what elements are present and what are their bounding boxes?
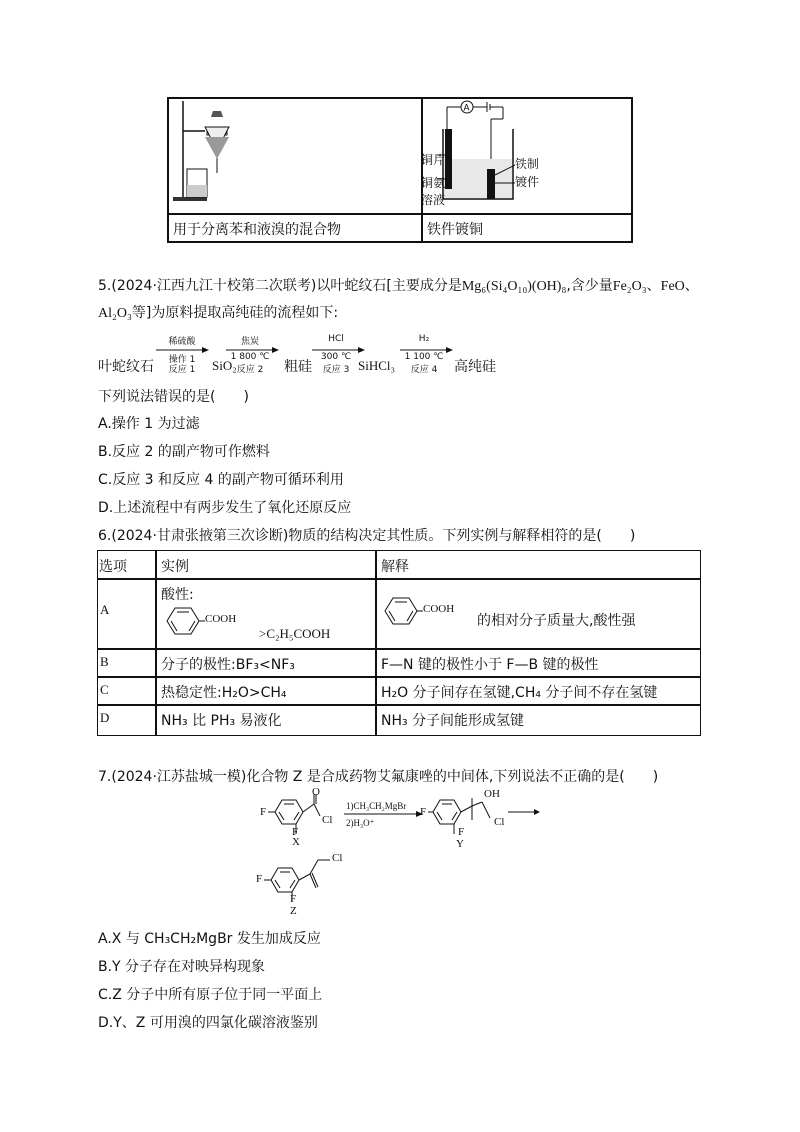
x-oxygen: O: [312, 786, 320, 798]
row-a-option: A: [100, 602, 110, 617]
arrow3-bot2: 反应 3: [322, 365, 350, 375]
row-a-tail: >C₂H₅COOH: [259, 626, 331, 641]
q5-question: 下列说法错误的是( ): [98, 389, 249, 405]
arrow3-top: HCl: [328, 334, 344, 344]
arrow3-bot1: 300 ℃: [320, 352, 352, 362]
q6-table: [97, 550, 701, 736]
molecule-z-diagram: [258, 854, 358, 914]
header-example: 实例: [161, 559, 189, 575]
z-chlorine: Cl: [332, 852, 343, 864]
row-a-explanation: 的相对分子质量大,酸性强: [477, 613, 636, 629]
reagent-2: 2)H₃O⁺: [346, 818, 375, 828]
row-c-explanation: H₂O 分子间存在氢键,CH₄ 分子间不存在氢键: [381, 685, 658, 701]
q5-option-c: C.反应 3 和反应 4 的副产物可循环利用: [98, 472, 344, 488]
x-chlorine: Cl: [322, 814, 333, 826]
header-explanation: 解释: [381, 559, 409, 575]
flow-end: 高纯硅: [454, 359, 496, 375]
row-d-example: NH₃ 比 PH₃ 易液化: [161, 713, 282, 729]
arrow2-bot2: 反应 2: [236, 365, 264, 375]
solution-label-1: 铜氨: [421, 176, 446, 190]
row-d-explanation: NH₃ 分子间能形成氢键: [381, 713, 525, 729]
row-b-example: 分子的极性:BF₃<NF₃: [161, 657, 295, 673]
solution-label-2: 溶液: [421, 193, 446, 207]
label-z: Z: [290, 905, 297, 917]
row-b-explanation: F—N 键的极性小于 F—B 键的极性: [381, 657, 599, 673]
flow-sio2: SiO₂: [212, 358, 237, 373]
iron-label-1: 铁制: [515, 157, 540, 171]
y-chlorine: Cl: [494, 816, 505, 828]
arrow2-bot1: 1 800 ℃: [230, 352, 270, 362]
row-a-exp-cooh: COOH: [423, 603, 455, 615]
flow-chart: [98, 328, 518, 376]
y-fluorine-2: F: [458, 826, 465, 838]
flow-crude-si: 粗硅: [284, 359, 312, 375]
arrow1-top: 稀硫酸: [168, 337, 196, 347]
arrow4-top: H₂: [418, 334, 430, 344]
row-a-label: 酸性:: [161, 587, 194, 603]
z-fluorine: F: [256, 873, 263, 885]
row-d-option: D: [100, 710, 110, 725]
reagent-1: 1)CH₃CH₂MgBr: [346, 801, 407, 811]
q7-option-c: C.Z 分子中所有原子位于同一平面上: [98, 987, 323, 1003]
q5-option-d: D.上述流程中有两步发生了氧化还原反应: [98, 500, 352, 516]
label-y: Y: [456, 838, 464, 850]
apparatus-table: [167, 97, 633, 243]
benzene-ring-icon: [165, 604, 205, 638]
molecule-x-diagram: [258, 792, 358, 848]
copper-label: 铜片: [421, 153, 446, 167]
row-a-cooh: COOH: [205, 613, 237, 625]
z-fluorine-2: F: [290, 893, 297, 905]
ammeter-label: A: [463, 102, 470, 113]
arrow4-bot2: 反应 4: [410, 365, 438, 375]
arrow1-bot1: 操作 1: [168, 355, 196, 365]
q5-stem-line2: Al₂O₃等]为原料提取高纯硅的流程如下:: [98, 305, 339, 321]
separatory-funnel-diagram: [169, 99, 419, 211]
arrow1-bot2: 反应 1: [168, 365, 196, 375]
y-fluorine: F: [420, 806, 427, 818]
x-fluorine-2: F: [292, 826, 299, 838]
arrow4-bot1: 1 100 ℃: [404, 352, 444, 362]
right-caption: 铁件镀铜: [427, 222, 483, 238]
header-option: 选项: [99, 559, 127, 575]
q5-option-a: A.操作 1 为过滤: [98, 416, 200, 432]
q5-stem-line1: 5.(2024·江西九江十校第二次联考)以叶蛇纹石[主要成分是Mg₆(Si₄O₁₀)(OH)₈,含少量Fe₂O₃、FeO、: [98, 278, 699, 294]
q7-option-a: A.X 与 CH₃CH₂MgBr 发生加成反应: [98, 931, 321, 947]
q7-option-d: D.Y、Z 可用溴的四氯化碳溶液鉴别: [98, 1015, 318, 1031]
row-b-option: B: [100, 654, 109, 669]
arrow2-top: 焦炭: [240, 337, 259, 347]
row-c-option: C: [100, 682, 109, 697]
reaction-arrow: [344, 810, 424, 818]
q6-stem: 6.(2024·甘肃张掖第三次诊断)物质的结构决定其性质。下列实例与解释相符的是( ): [98, 528, 636, 544]
benzene-ring-icon: [383, 594, 423, 628]
q5-option-b: B.反应 2 的副产物可作燃料: [98, 444, 270, 460]
label-x: X: [292, 836, 300, 848]
table-divider-horizontal: [169, 213, 633, 215]
y-hydroxyl: OH: [484, 788, 500, 800]
flow-sihcl3: SiHCl₃: [358, 358, 396, 373]
iron-label-2: 镀件: [515, 175, 540, 189]
x-fluorine: F: [260, 806, 267, 818]
q7-option-b: B.Y 分子存在对映异构现象: [98, 959, 266, 975]
q7-stem: 7.(2024·江苏盐城一模)化合物 Z 是合成药物艾氟康唑的中间体,下列说法不正确的是( ): [98, 769, 659, 785]
left-caption: 用于分离苯和液溴的混合物: [173, 222, 341, 238]
row-c-example: 热稳定性:H₂O>CH₄: [161, 685, 287, 701]
flow-start: 叶蛇纹石: [98, 359, 154, 375]
